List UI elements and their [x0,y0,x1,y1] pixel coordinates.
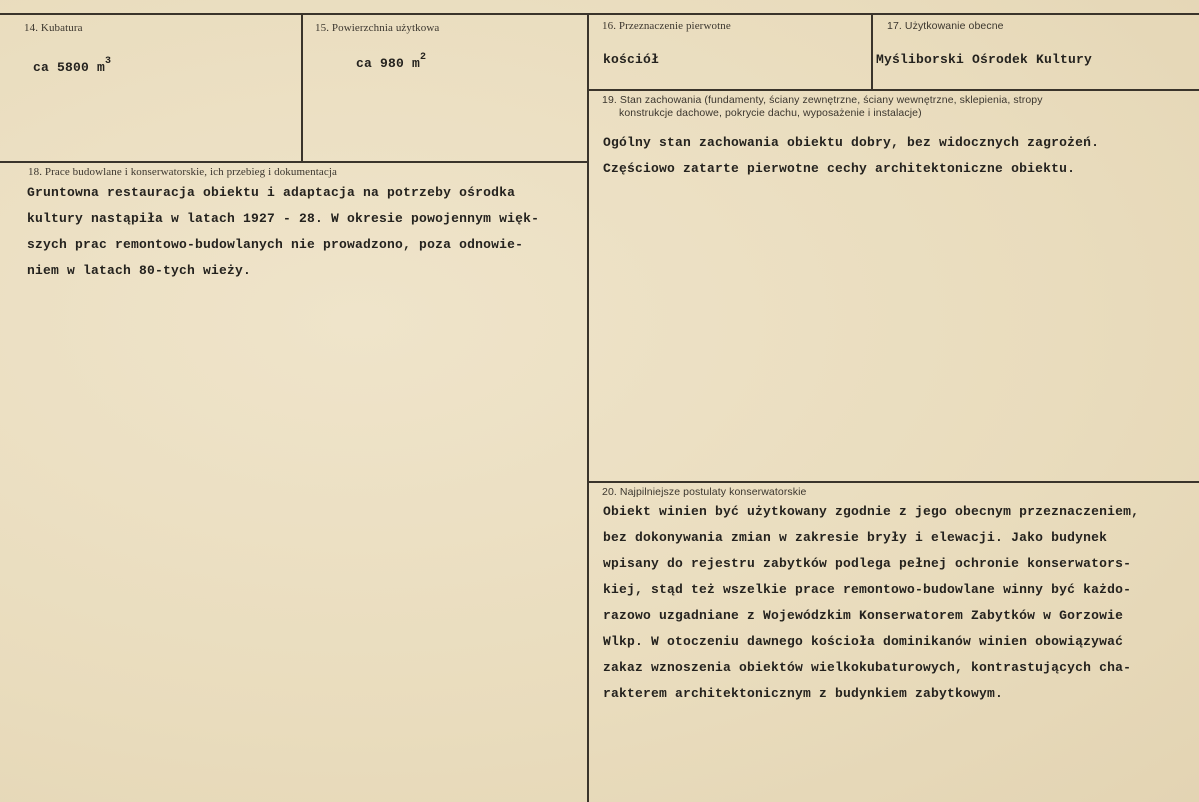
field-15-value [356,52,426,71]
divider-16-17 [871,14,873,90]
field-16-label: 16. Przeznaczenie pierwotne [602,20,731,32]
rule-above-19 [588,89,1199,91]
field-18-text [27,180,539,284]
divider-14-15 [301,14,303,162]
field-14-value-text: ca 5800 m [33,60,106,75]
field-19-line: Ogólny stan zachowania obiektu dobry, bez widocznych zagrożeń. [603,135,1100,150]
rule-above-18 [0,161,588,163]
field-15-label: 15. Powierzchnia użytkowa [315,22,440,34]
field-20-line: wpisany do rejestru zabytków podlega pełnej ochronie konserwators- [603,556,1132,571]
field-16-value: kościół [603,52,660,67]
field-19-label-line2: konstrukcje dachowe, pokrycie dachu, wyposażenie i instalacje) [619,107,922,119]
divider-main [587,14,589,802]
field-15-value-text: ca 980 m [356,56,421,71]
field-14-unit-sup: 3 [105,56,112,67]
field-20-line: Wlkp. W otoczeniu dawnego kościoła dominikanów winien obowiązywać [603,634,1124,649]
field-20-line: Obiekt winien być użytkowany zgodnie z jego obecnym przeznaczeniem, [603,504,1140,519]
field-19-line: Częściowo zatarte pierwotne cechy architektoniczne obiektu. [603,161,1076,176]
rule-above-20 [588,481,1199,483]
field-14-label: 14. Kubatura [24,22,83,34]
field-17-value: Myśliborski Ośrodek Kultury [876,52,1093,67]
field-20-line: kiej, stąd też wszelkie prace remontowo-budowlane winny być każdo- [603,582,1132,597]
field-18-line: kultury nastąpiła w latach 1927 - 28. W okresie powojennym więk- [27,211,540,226]
field-18-line: Gruntowna restauracja obiektu i adaptacja na potrzeby ośrodka [27,185,516,200]
top-border [0,13,1199,15]
field-20-line: zakaz wznoszenia obiektów wielkokubaturowych, kontrastujących cha- [603,660,1132,675]
field-20-line: bez dokonywania zmian w zakresie bryły i elewacji. Jako budynek [603,530,1108,545]
field-20-line: rakterem architektonicznym z budynkiem zabytkowym. [603,686,1004,701]
field-18-line: szych prac remontowo-budowlanych nie prowadzono, poza odnowie- [27,237,524,252]
field-18-line: niem w latach 80-tych wieży. [27,263,252,278]
field-20-line: razowo uzgadniane z Wojewódzkim Konserwatorem Zabytków w Gorzowie [603,608,1124,623]
field-14-value [33,56,111,75]
field-17-label: 17. Użytkowanie obecne [887,20,1004,32]
field-20-text [603,499,1139,707]
field-20-label: 20. Najpilniejsze postulaty konserwatorskie [602,486,807,498]
field-15-unit-sup: 2 [420,52,427,63]
field-18-label: 18. Prace budowlane i konserwatorskie, ich przebieg i dokumentacja [28,166,337,178]
field-19-label-line1: 19. Stan zachowania (fundamenty, ściany zewnętrzne, ściany wewnętrzne, sklepienia, stropy [602,94,1043,106]
field-19-text [603,130,1099,182]
